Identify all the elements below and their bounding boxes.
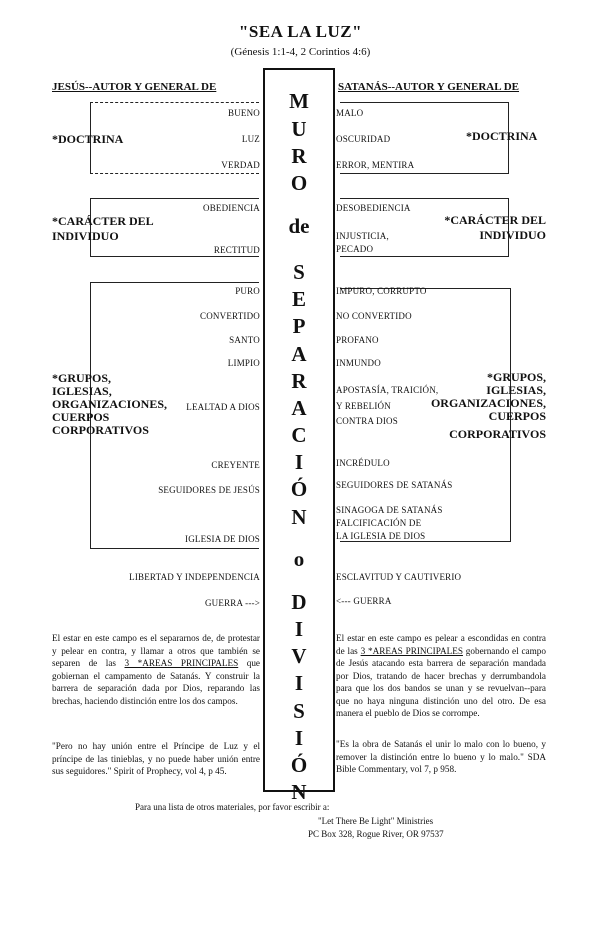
wall-letter: I — [294, 450, 304, 475]
left-item-puro: PURO — [235, 286, 260, 296]
right-category-cuerpos: CUERPOS — [488, 409, 546, 423]
right-item-seguidores-satanas: SEGUIDORES DE SATANÁS — [336, 480, 453, 490]
right-category-organizaciones: ORGANIZACIONES, — [430, 396, 546, 410]
left-item-convertido: CONVERTIDO — [200, 311, 260, 321]
right-header: SATANÁS--AUTOR Y GENERAL DE — [338, 81, 520, 93]
left-category-corporativos: CORPORATIVOS — [52, 423, 149, 437]
left-item-verdad: VERDAD — [221, 160, 260, 170]
right-item-error: ERROR, MENTIRA — [336, 160, 415, 170]
right-category-grupos: *GRUPOS, — [486, 370, 546, 384]
wall-letter: o — [293, 547, 305, 572]
footer-line-1: Para una lista de otros materiales, por favor escribir a: — [135, 802, 330, 812]
wall-letter: P — [292, 314, 306, 339]
left-category-grupos: *GRUPOS, — [52, 371, 112, 385]
left-paragraph-underline: 3 *AREAS PRINCIPALES — [124, 658, 239, 668]
wall-letter: A — [291, 341, 307, 366]
right-item-apostasia: APOSTASÍA, TRAICIÓN, — [336, 385, 439, 395]
separation-wall — [263, 68, 335, 805]
wall-letter: Ó — [290, 477, 308, 502]
right-item-iglesia-dios: LA IGLESIA DE DIOS — [336, 531, 426, 541]
left-item-creyente: CREYENTE — [211, 460, 260, 470]
left-category-organizaciones: ORGANIZACIONES, — [52, 397, 168, 411]
page-title: "SEA LA LUZ" — [238, 22, 363, 41]
right-guerra: <--- GUERRA — [336, 596, 392, 606]
left-category-iglesias: IGLESIAS, — [52, 384, 112, 398]
left-item-obediencia: OBEDIENCIA — [203, 203, 260, 213]
right-item-contra-dios: CONTRA DIOS — [336, 416, 398, 426]
wall-letter: C — [291, 423, 307, 448]
right-item-malo: MALO — [336, 108, 364, 118]
right-item-inmundo: INMUNDO — [336, 358, 381, 368]
right-category-caracter: *CARÁCTER DEL — [444, 213, 546, 227]
right-category-corporativos: CORPORATIVOS — [449, 427, 546, 441]
wall-letter: M — [289, 89, 309, 114]
wall-letter: O — [290, 170, 308, 195]
left-item-luz: LUZ — [241, 134, 260, 144]
right-item-oscuridad: OSCURIDAD — [336, 134, 391, 144]
wall-letter: N — [291, 780, 307, 805]
left-item-seguidores-jesus: SEGUIDORES DE JESÚS — [158, 485, 260, 495]
left-category-cuerpos: CUERPOS — [52, 410, 110, 424]
right-item-sinagoga: SINAGOGA DE SATANÁS — [336, 505, 443, 515]
right-item-falcificacion: FALCIFICACIÓN DE — [336, 518, 422, 528]
wall-letter: I — [294, 725, 304, 750]
wall-letter: S — [293, 260, 305, 285]
wall-letter: R — [291, 143, 307, 168]
right-paragraph-underline: 3 *AREAS PRINCIPALES — [360, 645, 463, 656]
wall-letter: E — [291, 287, 306, 312]
left-paragraph: El estar en este campo es el separarnos de, de protestar y pelear en contra, y llamar a otros que también se separen de las 3 *AREAS PRINCIPALES que gobiernan el campamento de Satanás. Y construir la barrera de separación dada por Dios, reparando las brechas, haciendo distinción entre los dos campos. — [52, 633, 260, 706]
right-category-individuo: INDIVIDUO — [479, 228, 546, 242]
left-quote: "Pero no hay unión entre el Príncipe de Luz y el príncipe de las tinieblas, y no puede haber unión entre sus seguidores." Spirit of Prophecy, vol 4, p 45. — [52, 741, 260, 776]
right-item-pecado: PECADO — [336, 244, 374, 254]
right-quote: "Es la obra de Satanás el unir lo malo con lo bueno, y remover la distinción entre lo bueno y lo malo." SDA Bible Commentary, vol 7, p 958. — [336, 739, 546, 774]
wall-letter: S — [293, 698, 305, 723]
right-item-rebelion: Y REBELIÓN — [336, 401, 391, 411]
right-item-profano: PROFANO — [336, 335, 379, 345]
left-item-santo: SANTO — [229, 335, 260, 345]
wall-letter: I — [294, 617, 304, 642]
left-category-individuo: INDIVIDUO — [52, 229, 119, 243]
wall-letter: I — [294, 671, 304, 696]
wall-letter: V — [291, 644, 307, 669]
wall-letter: de — [288, 213, 310, 238]
wall-letter: Ó — [290, 752, 308, 777]
right-category-doctrina: *DOCTRINA — [466, 129, 538, 143]
wall-letter: R — [291, 368, 307, 393]
left-category-doctrina: *DOCTRINA — [52, 132, 124, 146]
right-item-impuro: IMPURO, CORRUPTO — [336, 286, 427, 296]
wall-letter: A — [291, 395, 307, 420]
left-item-lealtad: LEALTAD A DIOS — [186, 402, 260, 412]
right-item-incredulo: INCRÉDULO — [336, 458, 390, 468]
right-item-desobediencia: DESOBEDIENCIA — [336, 203, 411, 213]
left-category-caracter: *CARÁCTER DEL — [52, 214, 154, 228]
wall-letter: N — [291, 504, 307, 529]
left-grupos-bracket — [90, 282, 259, 549]
wall-letter: U — [291, 116, 307, 141]
left-item-rectitud: RECTITUD — [213, 245, 260, 255]
left-header: JESÚS--AUTOR Y GENERAL DE — [52, 81, 217, 93]
left-item-bueno: BUENO — [228, 108, 260, 118]
wall-letter: D — [291, 589, 307, 614]
left-item-limpio: LIMPIO — [227, 358, 260, 368]
footer-line-3: PC Box 328, Rogue River, OR 97537 — [308, 829, 444, 839]
right-category-iglesias: IGLESIAS, — [486, 383, 546, 397]
left-libertad: LIBERTAD Y INDEPENDENCIA — [129, 572, 260, 582]
left-item-iglesia-dios: IGLESIA DE DIOS — [185, 534, 260, 544]
right-paragraph: El estar en este campo es pelear a escondidas en contra de las 3 *AREAS PRINCIPALES gobernando el campo de Jesús atacando esta barrera de separación mandada por Dios, tratando de hacer brechas y derrumbandola para que los dos bandos se unan y se revuelvan--para que no haya ninguna distinción uno del otro. De esa manera el pueblo de Dios se corrompe. — [336, 633, 546, 718]
right-item-injusticia: INJUSTICIA, — [336, 231, 389, 241]
right-esclavitud: ESCLAVITUD Y CAUTIVERIO — [336, 572, 462, 582]
footer-line-2: "Let There Be Light" Ministries — [318, 816, 434, 826]
right-item-no-convertido: NO CONVERTIDO — [336, 311, 412, 321]
left-guerra: GUERRA ---> — [204, 598, 260, 608]
page-subtitle: (Génesis 1:1-4, 2 Corintios 4:6) — [230, 46, 371, 58]
